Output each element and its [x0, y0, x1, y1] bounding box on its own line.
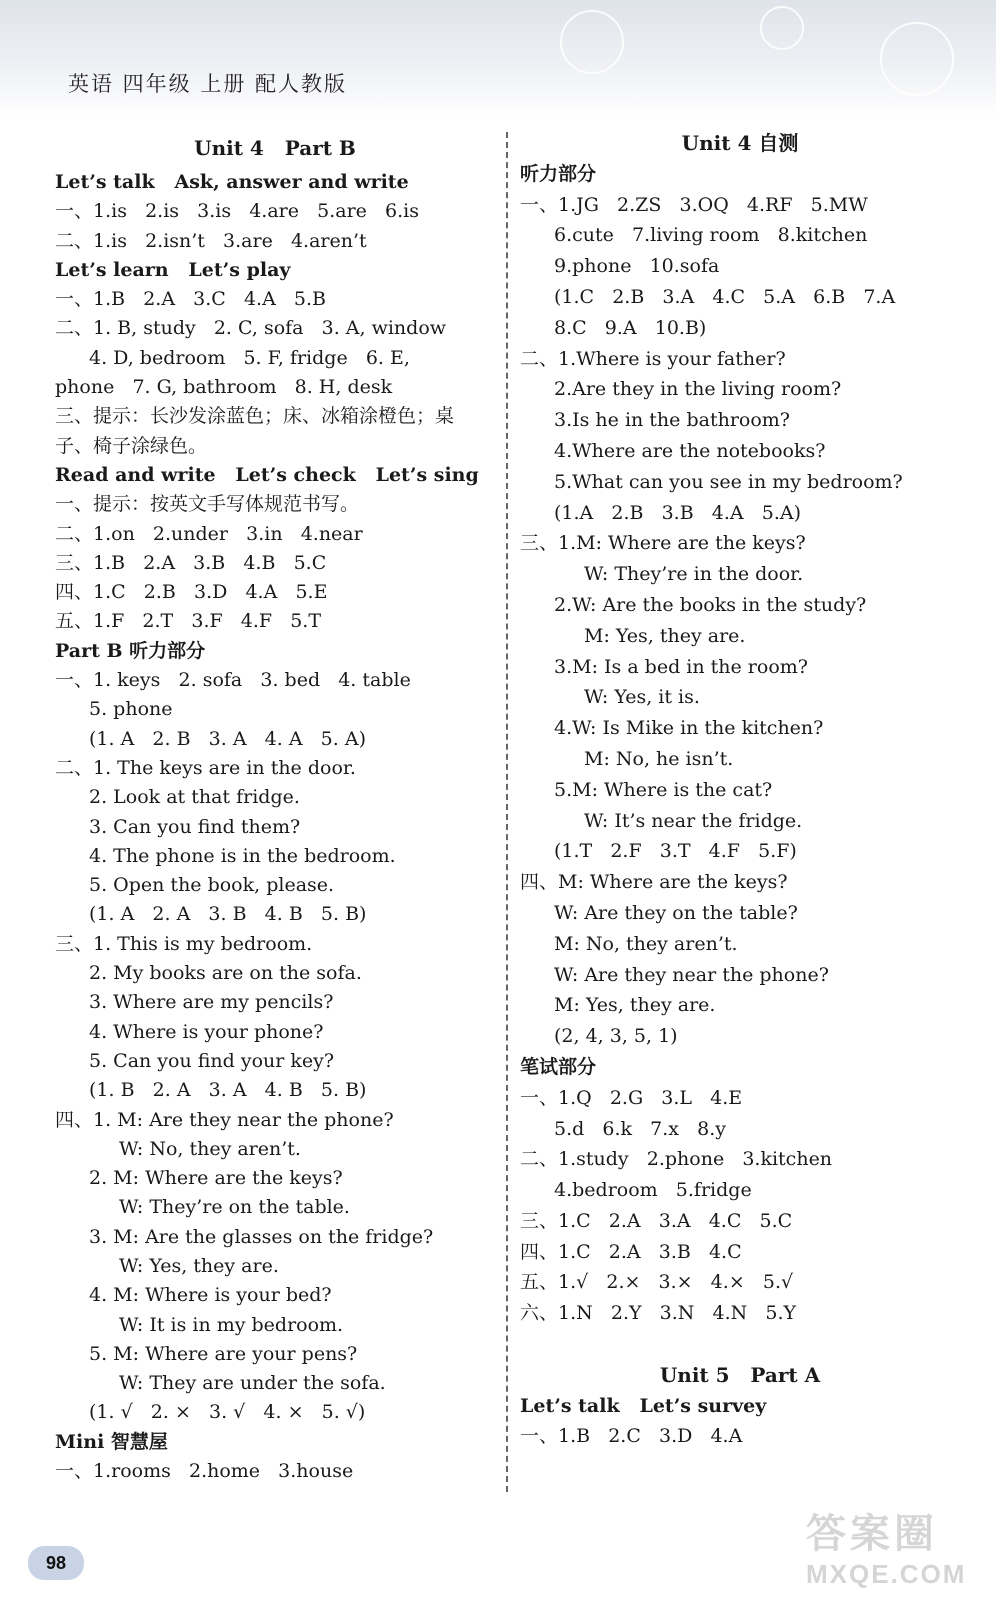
section-heading: Read and write Let’s check Let’s sing — [55, 463, 479, 486]
answer-line: 2. M: Where are the keys? — [89, 1167, 343, 1190]
header-decoration — [0, 0, 996, 118]
answer-line: 子、椅子涂绿色。 — [55, 434, 208, 457]
answer-line: 二、1.study 2.phone 3.kitchen — [520, 1148, 833, 1171]
answer-line: W: They’re in the door. — [584, 563, 804, 586]
answer-line: 五、1.√ 2.× 3.× 4.× 5.√ — [520, 1271, 794, 1294]
answer-line: M: Yes, they are. — [584, 624, 746, 647]
answer-line: (1.C 2.B 3.A 4.C 5.A 6.B 7.A — [554, 285, 896, 308]
section-heading: Mini 智慧屋 — [55, 1430, 168, 1453]
decorative-bubble — [880, 22, 954, 96]
answer-line: (2, 4, 3, 5, 1) — [554, 1025, 678, 1048]
answer-line: 2. Look at that fridge. — [89, 786, 300, 809]
answer-line: 六、1.N 2.Y 3.N 4.N 5.Y — [520, 1302, 797, 1325]
answer-line: 3. Where are my pencils? — [89, 991, 334, 1014]
answer-line: W: It is in my bedroom. — [119, 1313, 344, 1336]
answer-line: 4. Where is your phone? — [89, 1020, 324, 1043]
answer-line: W: Yes, it is. — [584, 686, 700, 709]
spacer — [520, 1329, 960, 1360]
answer-line: (1.A 2.B 3.B 4.A 5.A) — [554, 501, 802, 524]
answer-line: 5. M: Where are your pens? — [89, 1342, 358, 1365]
answer-line: 3. Can you find them? — [89, 815, 301, 838]
answer-line: 四、1. M: Are they near the phone? — [55, 1108, 394, 1131]
section-heading: Part B 听力部分 — [55, 639, 206, 662]
answer-line: M: No, they aren’t. — [554, 932, 738, 955]
site-watermark-logo — [806, 1502, 986, 1592]
answer-line: 5.d 6.k 7.x 8.y — [554, 1117, 726, 1140]
answer-line: 5. Open the book, please. — [89, 874, 335, 897]
answer-line: 三、1.C 2.A 3.A 4.C 5.C — [520, 1209, 793, 1232]
answer-line: 4.W: Is Mike in the kitchen? — [554, 717, 824, 740]
answer-line: M: Yes, they are. — [554, 994, 716, 1017]
answer-line: 4. The phone is in the bedroom. — [89, 844, 396, 867]
answer-line: 二、1.is 2.isn’t 3.are 4.aren’t — [55, 229, 367, 252]
answer-line: 一、1.B 2.A 3.C 4.A 5.B — [55, 288, 327, 311]
section-heading: Let’s talk Let’s survey — [520, 1394, 767, 1417]
answer-line: 4.bedroom 5.fridge — [554, 1179, 752, 1202]
answer-line: (1.T 2.F 3.T 4.F 5.F) — [554, 840, 797, 863]
answer-line: 4.Where are the notebooks? — [554, 439, 826, 462]
answer-line: 四、1.C 2.B 3.D 4.A 5.E — [55, 581, 328, 604]
answer-line: 三、1.B 2.A 3.B 4.B 5.C — [55, 551, 327, 574]
right-column — [520, 128, 960, 1452]
answer-line: 一、1.B 2.C 3.D 4.A — [520, 1425, 743, 1448]
answer-line: 二、1. The keys are in the door. — [55, 756, 356, 779]
section-title: Unit 4 Part B — [194, 136, 356, 160]
answer-line: 5. phone — [89, 698, 173, 721]
section-title: Unit 5 Part A — [659, 1362, 821, 1387]
answer-line: (1. A 2. B 3. A 4. A 5. A) — [89, 727, 366, 750]
answer-line: 3.M: Is a bed in the room? — [554, 655, 808, 678]
answer-line: 9.phone 10.sofa — [554, 255, 720, 278]
answer-line: W: Are they on the table? — [554, 901, 798, 924]
answer-line: 一、1. keys 2. sofa 3. bed 4. table — [55, 669, 411, 692]
page-number: 98 — [28, 1546, 84, 1580]
section-heading: Let’s learn Let’s play — [55, 258, 291, 281]
answer-line: 一、1.rooms 2.home 3.house — [55, 1460, 354, 1483]
answer-line: phone 7. G, bathroom 8. H, desk — [55, 376, 393, 399]
answer-line: 四、M: Where are the keys? — [520, 871, 788, 894]
answer-line: 2.Are they in the living room? — [554, 378, 842, 401]
answer-line: 2. My books are on the sofa. — [89, 962, 362, 985]
answer-line: (1. A 2. A 3. B 4. B 5. B) — [89, 903, 367, 926]
answer-line: (1. √ 2. × 3. √ 4. × 5. √) — [89, 1401, 366, 1424]
answer-line: W: Are they near the phone? — [554, 963, 829, 986]
answer-line: 一、提示：按英文手写体规范书写。 — [55, 493, 360, 516]
answer-line: 5. Can you find your key? — [89, 1049, 335, 1072]
answer-line: 四、1.C 2.A 3.B 4.C — [520, 1240, 742, 1263]
answer-line: W: They are under the sofa. — [119, 1372, 386, 1395]
answer-line: 三、1. This is my bedroom. — [55, 932, 313, 955]
answer-line: 4. M: Where is your bed? — [89, 1284, 332, 1307]
section-heading: 听力部分 — [520, 162, 597, 185]
answer-line: 一、1.Q 2.G 3.L 4.E — [520, 1086, 743, 1109]
watermark-logo-text: 答案圈 — [806, 1512, 938, 1556]
answer-line: 三、提示：长沙发涂蓝色；床、冰箱涂橙色；桌 — [55, 405, 455, 428]
watermark-url: MXQE.COM — [806, 1559, 967, 1589]
answer-line: W: No, they aren’t. — [119, 1137, 301, 1160]
answer-line: W: Yes, they are. — [119, 1254, 279, 1277]
section-heading: 笔试部分 — [520, 1055, 597, 1078]
section-heading: Let’s talk Ask, answer and write — [55, 171, 409, 193]
answer-line: 3. M: Are the glasses on the fridge? — [89, 1225, 434, 1248]
answer-line: 6.cute 7.living room 8.kitchen — [554, 224, 868, 247]
answer-line: 4. D, bedroom 5. F, fridge 6. E, — [89, 346, 410, 369]
answer-line: 一、1.is 2.is 3.is 4.are 5.are 6.is — [55, 200, 419, 223]
left-column — [55, 128, 495, 1486]
section-title: Unit 4 自测 — [681, 131, 799, 155]
decorative-bubble — [760, 6, 804, 50]
answer-line: 二、1.Where is your father? — [520, 347, 786, 370]
answer-line: W: They’re on the table. — [119, 1196, 350, 1219]
answer-line: 二、1. B, study 2. C, sofa 3. A, window — [55, 317, 447, 340]
answer-line: 5.What can you see in my bedroom? — [554, 470, 903, 493]
answer-line: 三、1.M: Where are the keys? — [520, 532, 806, 555]
answer-line: 2.W: Are the books in the study? — [554, 593, 867, 616]
answer-line: M: No, he isn’t. — [584, 747, 734, 770]
answer-line: (1. B 2. A 3. A 4. B 5. B) — [89, 1079, 367, 1102]
book-header-label: 英语 四年级 上册 配人教版 — [68, 72, 348, 96]
answer-line: W: It’s near the fridge. — [584, 809, 803, 832]
answer-line: 二、1.on 2.under 3.in 4.near — [55, 522, 363, 545]
answer-line: 8.C 9.A 10.B) — [554, 316, 707, 339]
answer-line: 3.Is he in the bathroom? — [554, 409, 790, 432]
column-divider — [506, 132, 508, 1492]
answer-line: 一、1.JG 2.ZS 3.OQ 4.RF 5.MW — [520, 193, 868, 216]
answer-line: 五、1.F 2.T 3.F 4.F 5.T — [55, 610, 322, 633]
decorative-bubble — [560, 10, 624, 74]
answer-line: 5.M: Where is the cat? — [554, 778, 773, 801]
